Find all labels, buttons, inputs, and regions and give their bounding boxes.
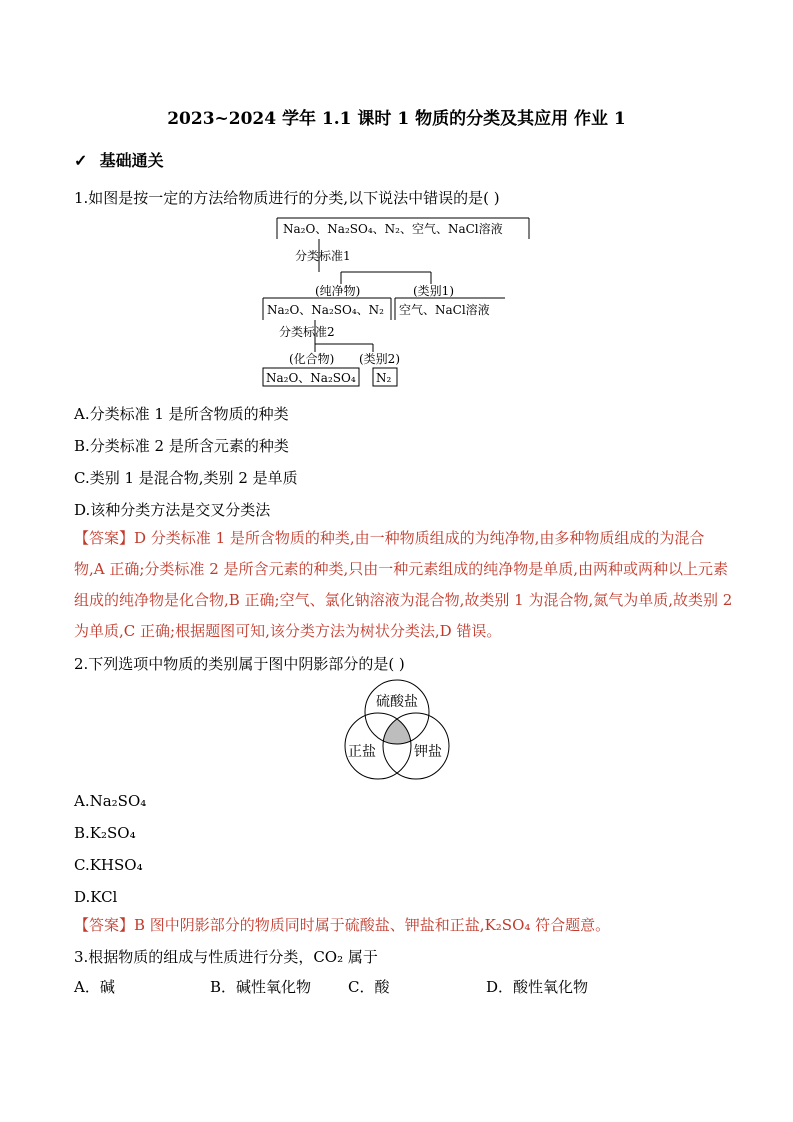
section-heading bbox=[74, 148, 164, 171]
q2-option-a: A.Na₂SO₄ bbox=[74, 792, 147, 810]
diagram-box-pure-text: Na₂O、Na₂SO₄、N₂ bbox=[267, 303, 384, 317]
q1-option-c: C.类别 1 是混合物,类别 2 是单质 bbox=[74, 469, 298, 487]
q3-option-b: B．碱性氧化物 bbox=[210, 978, 312, 996]
classification-tree-diagram bbox=[255, 212, 545, 392]
checkmark-icon: ✓ bbox=[74, 151, 88, 170]
diagram-criterion2: 分类标准2 bbox=[279, 325, 335, 339]
q1-answer bbox=[74, 523, 734, 647]
venn-label-right: 钾盐 bbox=[414, 744, 442, 760]
q2-answer-tag: 【答案】 bbox=[74, 916, 135, 934]
q2-option-c: C.KHSO₄ bbox=[74, 856, 143, 874]
q3-option-a: A．碱 bbox=[74, 978, 115, 996]
diagram-label-compound: (化合物) bbox=[289, 352, 335, 366]
q2-option-b: B.K₂SO₄ bbox=[74, 824, 136, 842]
q3-option-d: D．酸性氧化物 bbox=[486, 978, 589, 996]
q3-option-c: C．酸 bbox=[348, 978, 390, 996]
diagram-box-n2-text: N₂ bbox=[376, 371, 392, 385]
diagram-box-mix-text: 空气、NaCl溶液 bbox=[399, 303, 490, 317]
q1-answer-tag: 【答案】 bbox=[74, 529, 135, 547]
q1-option-d: D.该种分类方法是交叉分类法 bbox=[74, 501, 271, 519]
venn-diagram bbox=[332, 678, 462, 790]
diagram-top-box-text: Na₂O、Na₂SO₄、N₂、空气、NaCl溶液 bbox=[283, 222, 503, 236]
diagram-box-compound-text: Na₂O、Na₂SO₄ bbox=[266, 371, 356, 385]
q1-option-b: B.分类标准 2 是所含元素的种类 bbox=[74, 437, 289, 455]
diagram-criterion1: 分类标准1 bbox=[295, 249, 351, 263]
q2-option-d: D.KCl bbox=[74, 888, 118, 906]
q2-answer-text: B 图中阴影部分的物质同时属于硫酸盐、钾盐和正盐,K₂SO₄ 符合题意。 bbox=[134, 916, 611, 934]
page-title: 2023~2024 学年 1.1 课时 1 物质的分类及其应用 作业 1 bbox=[167, 109, 626, 129]
q1-stem: 1.如图是按一定的方法给物质进行的分类,以下说法中错误的是( ) bbox=[74, 189, 500, 207]
q1-answer-text: D 分类标准 1 是所含物质的种类,由一种物质组成的为纯净物,由多种物质组成的为混合物,A 正确;分类标准 2 是所含元素的种类,只由一种元素组成的纯净物是单质,由两种或两种以上元素组成的纯净物是化合物,B 正确;空气、氯化钠溶液为混合物,故类别 1 为混合物,氮气为单质,故类别 2 为单质,C 正确;根据题图可知,该分类方法为树状分类法,D 错误。 bbox=[74, 529, 733, 640]
diagram-label-cat2: (类别2) bbox=[359, 352, 400, 366]
q3-stem: 3.根据物质的组成与性质进行分类，CO₂ 属于 bbox=[74, 948, 378, 966]
q2-stem: 2.下列选项中物质的类别属于图中阴影部分的是( ) bbox=[74, 655, 405, 673]
diagram-label-pure: (纯净物) bbox=[315, 284, 361, 298]
venn-label-left: 正盐 bbox=[348, 744, 376, 760]
venn-label-top: 硫酸盐 bbox=[376, 694, 418, 710]
diagram-label-cat1: (类别1) bbox=[413, 284, 454, 298]
q2-answer bbox=[74, 910, 734, 941]
section-label: 基础通关 bbox=[99, 151, 164, 170]
q1-option-a: A.分类标准 1 是所含物质的种类 bbox=[74, 405, 289, 423]
